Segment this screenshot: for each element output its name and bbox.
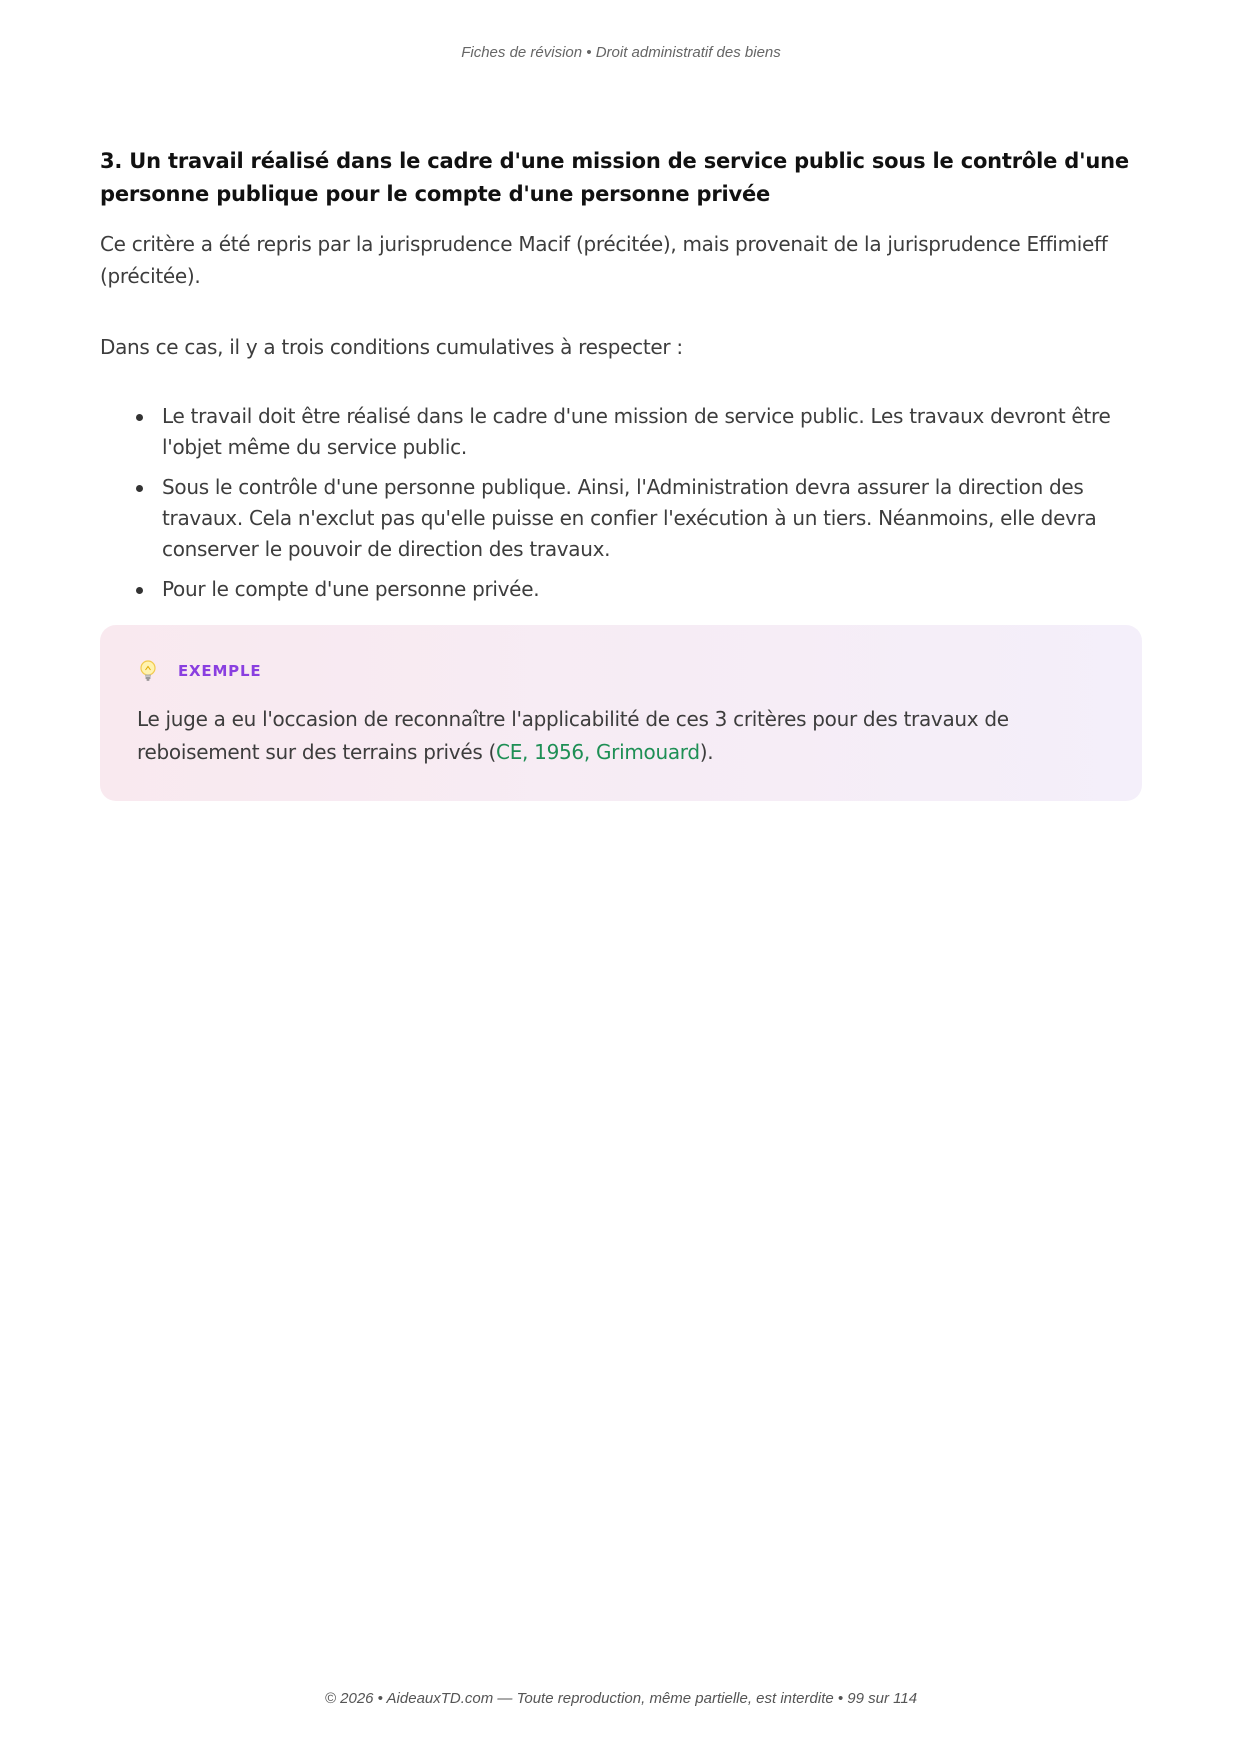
page-content: [100, 145, 1142, 801]
running-header: Fiches de révision • Droit administratif des biens: [461, 44, 781, 61]
list-item-text: Pour le compte d'une personne privée.: [162, 577, 540, 601]
example-text: [137, 703, 1105, 769]
running-footer: © 2026 • AideauxTD.com — Toute reproduction, même partielle, est interdite • 99 sur 114: [324, 1690, 918, 1707]
case-citation: CE, 1956, Grimouard: [496, 740, 700, 764]
conditions-intro-paragraph: Dans ce cas, il y a trois conditions cumulatives à respecter :: [100, 335, 683, 359]
intro-paragraph: Ce critère a été repris par la jurisprudence Macif (précitée), mais provenait de la jurisprudence Effimieff (précitée).: [100, 232, 1108, 288]
list-item-text: Sous le contrôle d'une personne publique. Ainsi, l'Administration devra assurer la direction des travaux. Cela n'exclut pas qu'elle puisse en confier l'exécution à un tiers. Néanmoins, elle devra conserver le pouvoir de direction des travaux.: [162, 475, 1097, 561]
section-title: 3. Un travail réalisé dans le cadre d'une mission de service public sous le contrôle d'une personne publique pour le compte d'une personne privée: [100, 149, 1129, 206]
lightbulb-icon: [137, 659, 159, 683]
example-text-before: Le juge a eu l'occasion de reconnaître l'applicabilité de ces 3 critères pour des travaux de reboisement sur des terrains privés (: [137, 707, 1009, 764]
example-text-after: ).: [699, 740, 714, 764]
list-item-text: Le travail doit être réalisé dans le cadre d'une mission de service public. Les travaux devront être l'objet même du service public.: [162, 404, 1111, 459]
example-header: [137, 659, 1105, 683]
conditions-list: [100, 401, 1142, 605]
example-callout: [100, 625, 1142, 801]
list-item: [162, 574, 1142, 605]
list-item: [162, 401, 1142, 463]
list-item: [162, 472, 1142, 565]
bullet-icon: [136, 587, 143, 594]
example-label: EXEMPLE: [178, 662, 262, 680]
bullet-icon: [136, 485, 143, 492]
bullet-icon: [136, 414, 143, 421]
